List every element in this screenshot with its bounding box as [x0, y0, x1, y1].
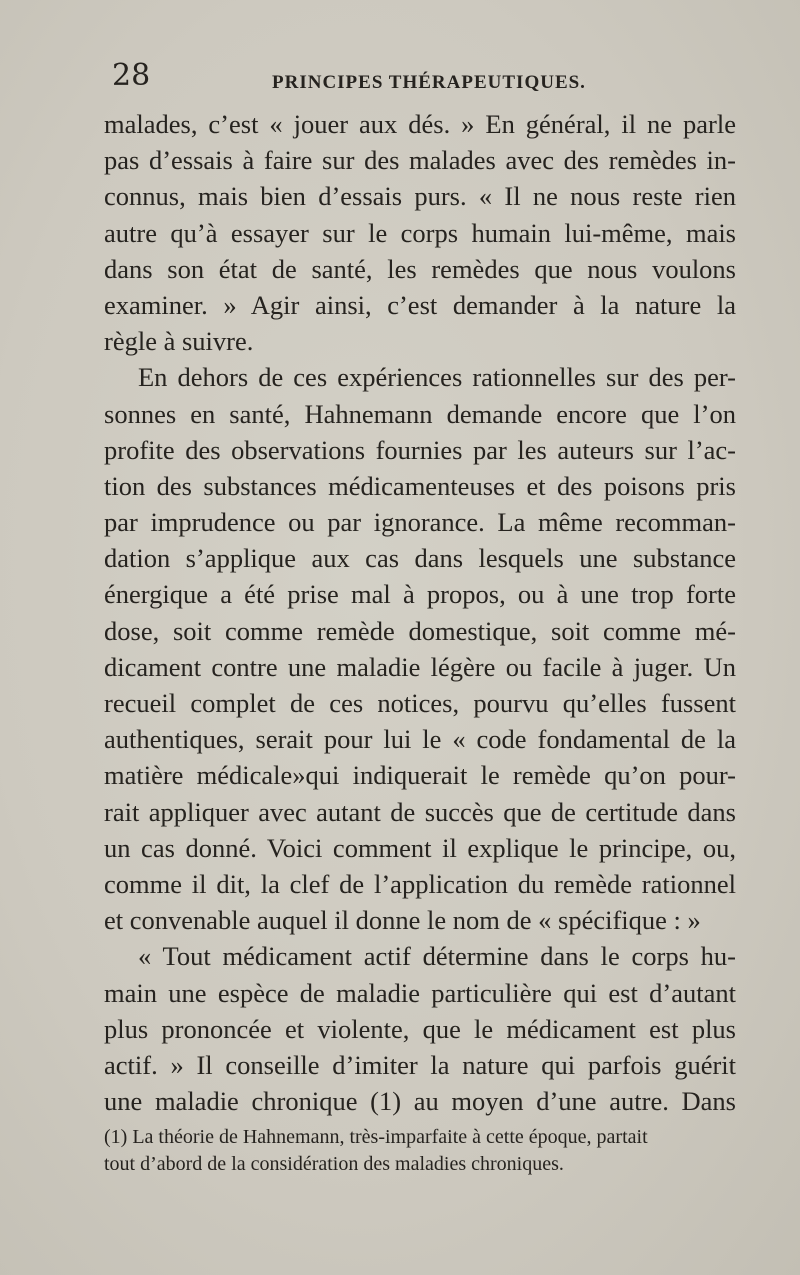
- text-line: recueil complet de ces notices, pourvu qu’elles fussent: [104, 688, 736, 718]
- text-line: règle à suivre.: [104, 326, 254, 357]
- text-line: une maladie chronique (1) au moyen d’une autre. Dans: [104, 1086, 736, 1117]
- text-line: dation s’applique aux cas dans lesquels une substance: [104, 543, 736, 574]
- body-text: [104, 106, 736, 1119]
- footnote-line: (1) La théorie de Hahnemann, très-imparfaite à cette époque, partait: [104, 1126, 648, 1148]
- page-header: [112, 58, 732, 98]
- text-line: autre qu’à essayer sur le corps humain lui-même, mais: [104, 217, 736, 248]
- text-line: dicament contre une maladie légère ou facile à juger. Un: [104, 651, 736, 682]
- text-line: « Tout médicament actif détermine dans le corps hu-: [138, 941, 736, 972]
- text-line: matière médicale»qui indiquerait le remède qu’on pour-: [104, 760, 736, 791]
- text-line: plus prononcée et violente, que le médicament est plus: [104, 1013, 736, 1044]
- page-number: 28: [112, 58, 151, 93]
- footnote-line: tout d’abord de la considération des maladies chroniques.: [104, 1153, 564, 1175]
- text-line: dans son état de santé, les remèdes que nous voulons: [104, 253, 736, 284]
- running-title: PRINCIPES THÉRAPEUTIQUES.: [272, 72, 586, 93]
- text-line: dose, soit comme remède domestique, soit comme mé-: [104, 615, 736, 646]
- text-line: un cas donné. Voici comment il explique le principe, ou,: [104, 832, 736, 863]
- footnote: [104, 1124, 744, 1178]
- text-line: par imprudence ou par ignorance. La même recomman-: [104, 507, 736, 538]
- text-line: authentiques, serait pour lui le « code fondamental de la: [104, 724, 736, 755]
- text-line: profite des observations fournies par les auteurs sur l’ac-: [104, 434, 736, 465]
- text-line: connus, mais bien d’essais purs. « Il ne nous reste rien: [104, 181, 736, 212]
- text-line: En dehors de ces expériences rationnelles sur des per-: [138, 362, 736, 393]
- text-line: rait appliquer avec autant de succès que de certitude dans: [104, 796, 736, 827]
- text-line: main une espèce de maladie particulière qui est d’autant: [104, 977, 736, 1008]
- text-line: tion des substances médicamenteuses et des poisons pris: [104, 470, 736, 501]
- text-line: actif. » Il conseille d’imiter la nature qui parfois guérit: [104, 1049, 736, 1080]
- text-line: énergique a été prise mal à propos, ou à une trop forte: [104, 579, 736, 610]
- text-line: sonnes en santé, Hahnemann demande encore que l’on: [104, 398, 736, 429]
- text-line: malades, c’est « jouer aux dés. » En général, il ne parle: [104, 109, 736, 139]
- text-line: comme il dit, la clef de l’application du remède rationnel: [104, 868, 736, 899]
- text-line: examiner. » Agir ainsi, c’est demander à la nature la: [104, 289, 736, 320]
- text-line: pas d’essais à faire sur des malades avec des remèdes in-: [104, 145, 736, 176]
- text-line: et convenable auquel il donne le nom de « spécifique : »: [104, 905, 701, 936]
